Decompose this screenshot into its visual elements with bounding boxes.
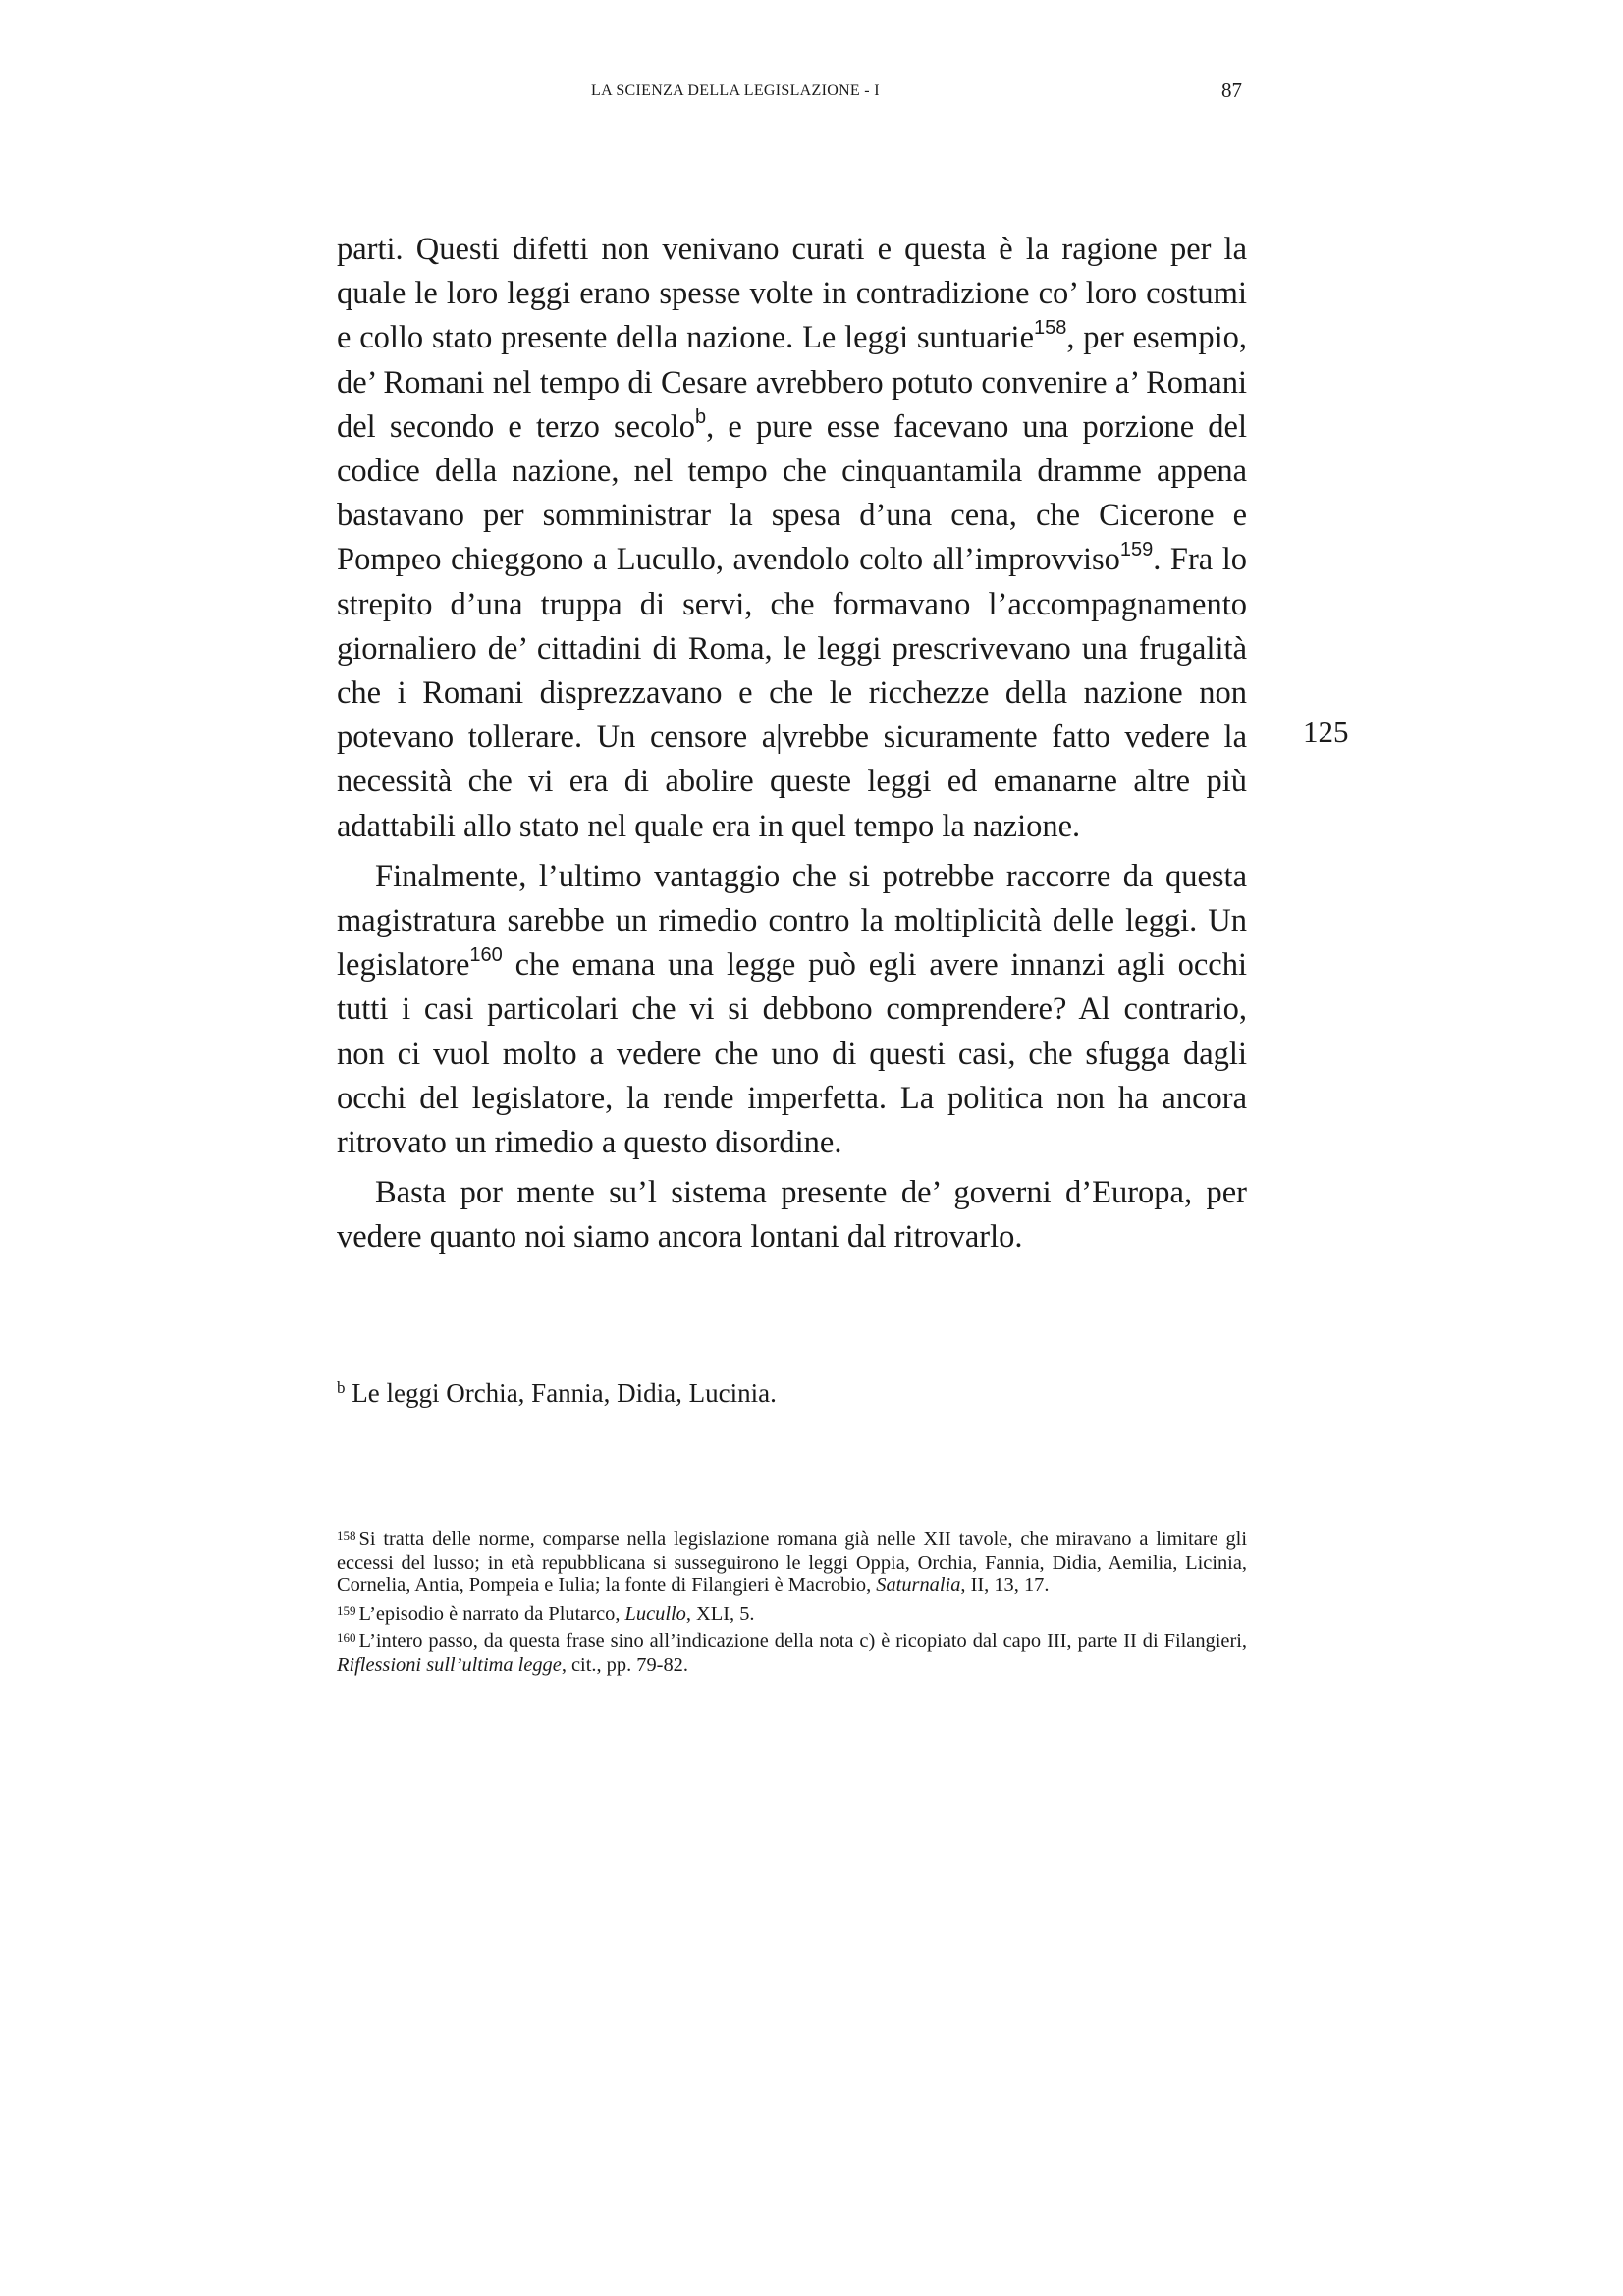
footnote-ref-158: 158 bbox=[1034, 317, 1067, 340]
paragraph-text: , e pure esse facevano una porzione del codice della nazione, nel tempo che cinquantamila dramme appena bastavano per somministrar la spesa d’una cena, che Cicerone e Pompeo chieggono a Lucullo, avendolo colto all’improvviso bbox=[337, 408, 1247, 578]
paragraph-text: che emana una legge può egli avere innanzi agli occhi tutti i casi particolari che vi si debbono comprendere? Al contrario, non ci vuol molto a vedere che uno di questi casi, che sfugga dagli occhi del legislatore, la rende imperfetta. La politica non ha ancora ritrovato un rimedio a questo disordine. bbox=[337, 947, 1247, 1161]
footnote-159 bbox=[337, 1603, 1247, 1627]
footnote-title: Saturnalia bbox=[876, 1575, 961, 1597]
page-number: 87 bbox=[1221, 79, 1242, 102]
footnote-ref-159: 159 bbox=[1119, 539, 1154, 561]
footnote-text: , cit., pp. 79-82. bbox=[561, 1653, 688, 1676]
footnote-text: Si tratta delle norme, comparse nella legislazione romana già nelle XII tavole, che miravano a limitare gli eccessi del lusso; in età repubblicana si susseguirono le leggi Oppia, Orchia, Fannia, Didia, Aemilia, Licinia, Cornelia, Antia, Pompeia e Iulia; la fonte di Filangieri è Macrobio, bbox=[337, 1528, 1247, 1597]
margin-page-marker: 125 bbox=[1303, 715, 1349, 749]
main-text bbox=[337, 228, 1247, 1266]
author-note-text: Le leggi Orchia, Fannia, Didia, Lucinia. bbox=[345, 1378, 777, 1408]
footnote-text: L’episodio è narrato da Plutarco, bbox=[358, 1602, 625, 1625]
footnote-160 bbox=[337, 1630, 1247, 1677]
footnote-number: 158 bbox=[337, 1528, 356, 1543]
footnote-number: 160 bbox=[337, 1630, 356, 1646]
footnote-title: Riflessioni sull’ultima legge bbox=[337, 1653, 562, 1676]
footnote-title: Lucullo bbox=[624, 1602, 686, 1625]
paragraph-3: Basta por mente su’l sistema presente de’ governi d’Europa, per vedere quanto noi siamo ancora lontani dal ritrovarlo. bbox=[337, 1175, 1247, 1255]
running-title: LA SCIENZA DELLA LEGISLAZIONE - I bbox=[591, 82, 880, 99]
paragraph-text: . Fra lo strepito d’una truppa di servi, che formavano l’accompagnamento giornaliero de’ cittadini di Roma, le leggi prescrivevano una frugalità che i Romani disprezzavano e che le ricchezze della nazione non potevano tollerare. Un censore a|vrebbe sicuramente fatto vedere la necessità che vi era di abolire queste leggi ed emanarne altre più adattabili allo stato nel quale era in quel tempo la nazione. bbox=[337, 542, 1247, 844]
author-note bbox=[337, 1376, 777, 1410]
footnote-text: L’intero passo, da questa frase sino all’indicazione della nota c) è ricopiato dal capo III, parte II di Filangieri, bbox=[358, 1630, 1247, 1653]
footnote-text: , II, 13, 17. bbox=[960, 1575, 1050, 1597]
paragraph-2 bbox=[337, 855, 1247, 1165]
paragraph-text: parti. Questi difetti non venivano curati e questa è la ragione per la quale le loro leggi erano spesse volte in contradizione co’ loro costumi e collo stato presente della nazione. Le leggi suntuarie bbox=[337, 232, 1247, 356]
paragraph-text: Finalmente, l’ultimo vantaggio che si potrebbe raccorre da questa magistratura sarebbe un rimedio contro la moltiplicità delle leggi. Un legislatore bbox=[337, 858, 1247, 984]
footnote-158 bbox=[337, 1528, 1247, 1598]
paragraph-1 bbox=[337, 228, 1247, 849]
footnote-text: , XLI, 5. bbox=[685, 1602, 755, 1625]
author-note-mark: b bbox=[337, 1378, 346, 1397]
footnote-ref-160: 160 bbox=[469, 944, 503, 967]
paragraph-text: , per esempio, de’ Romani nel tempo di Cesare avrebbero potuto convenire a’ Romani del secondo e terzo secolo bbox=[337, 320, 1247, 445]
footnotes bbox=[337, 1528, 1247, 1682]
footnote-number: 159 bbox=[337, 1602, 356, 1618]
note-ref-b: b bbox=[695, 405, 707, 428]
